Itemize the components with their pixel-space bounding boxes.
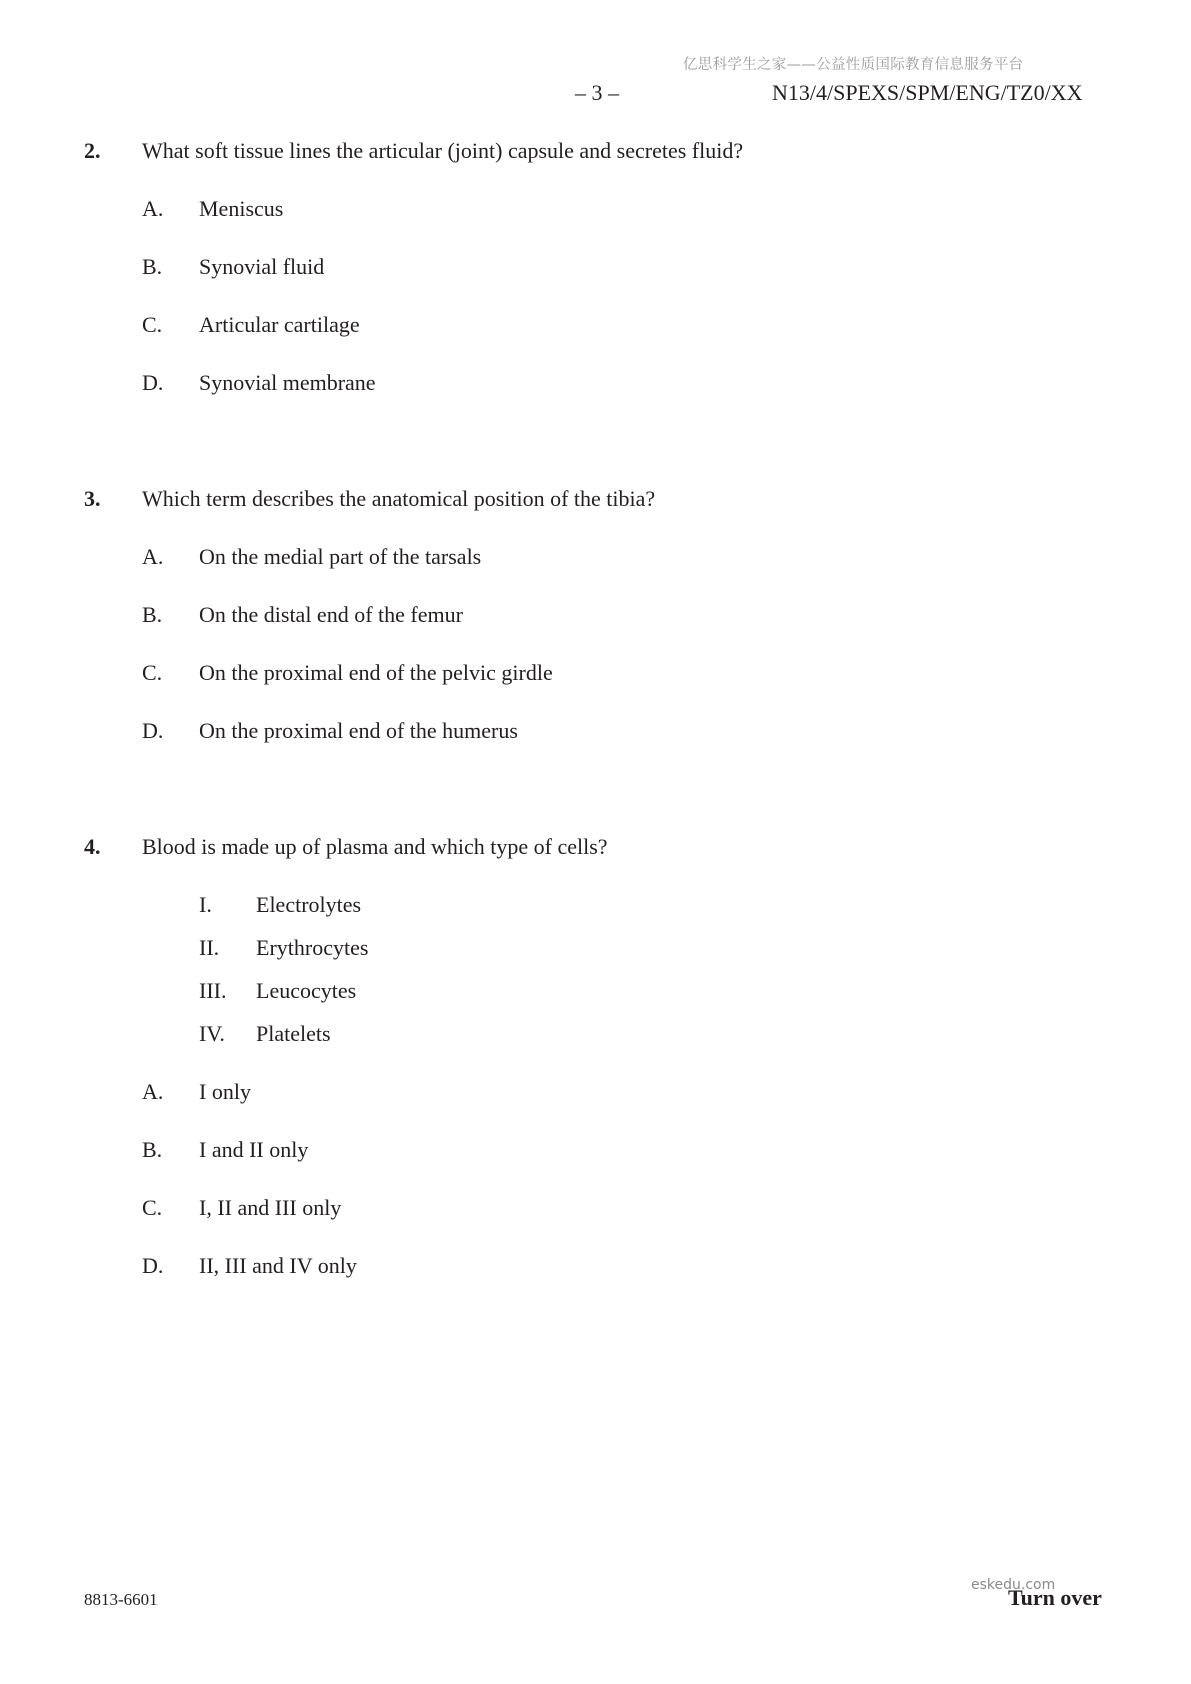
q2-option-c-text: Articular cartilage: [199, 312, 360, 337]
q4-option-d-letter: D.: [142, 1253, 164, 1278]
q3-option-b-letter: B.: [142, 602, 163, 627]
q2-option-c-letter: C.: [142, 312, 163, 337]
watermark-header: 亿思科学生之家——公益性质国际教育信息服务平台: [683, 57, 1024, 73]
q3-option-c-letter: C.: [142, 660, 163, 685]
q4-item-4-numeral: IV.: [199, 1021, 225, 1046]
q2-option-a-text: Meniscus: [199, 196, 284, 221]
question-2-text: What soft tissue lines the articular (joint) capsule and secretes fluid?: [142, 138, 744, 163]
q2-option-b-letter: B.: [142, 254, 163, 279]
q4-option-d-text: II, III and IV only: [199, 1253, 357, 1278]
q3-option-a-letter: A.: [142, 544, 164, 569]
q3-option-d-letter: D.: [142, 718, 164, 743]
watermark-footer: eskedu.com: [971, 1577, 1056, 1593]
turn-over-label: Turn over: [1008, 1585, 1102, 1610]
q4-item-2-numeral: II.: [199, 935, 220, 960]
question-4-text: Blood is made up of plasma and which type of cells?: [142, 834, 608, 859]
question-3-text: Which term describes the anatomical position of the tibia?: [142, 486, 656, 511]
q4-item-2-text: Erythrocytes: [256, 935, 369, 960]
q2-option-b-text: Synovial fluid: [199, 254, 325, 279]
q4-item-1-text: Electrolytes: [256, 892, 362, 917]
question-4-number: 4.: [84, 834, 101, 859]
q3-option-b-text: On the distal end of the femur: [199, 602, 463, 627]
document-code: N13/4/SPEXS/SPM/ENG/TZ0/XX: [772, 80, 1083, 105]
q2-option-d-text: Synovial membrane: [199, 370, 376, 395]
question-2-number: 2.: [84, 138, 101, 163]
q4-item-4-text: Platelets: [256, 1021, 331, 1046]
page-number: – 3 –: [575, 80, 619, 105]
q4-item-1-numeral: I.: [199, 892, 212, 917]
q4-option-c-letter: C.: [142, 1195, 163, 1220]
q3-option-d-text: On the proximal end of the humerus: [199, 718, 518, 743]
q4-item-3-text: Leucocytes: [256, 978, 357, 1003]
q3-option-a-text: On the medial part of the tarsals: [199, 544, 482, 569]
footer-code: 8813-6601: [84, 1590, 158, 1609]
q4-option-a-letter: A.: [142, 1079, 164, 1104]
q4-option-b-text: I and II only: [199, 1137, 309, 1162]
question-3-number: 3.: [84, 486, 101, 511]
q4-item-3-numeral: III.: [199, 978, 227, 1003]
q4-option-b-letter: B.: [142, 1137, 163, 1162]
q2-option-d-letter: D.: [142, 370, 164, 395]
q4-option-a-text: I only: [199, 1079, 251, 1104]
q3-option-c-text: On the proximal end of the pelvic girdle: [199, 660, 553, 685]
q4-option-c-text: I, II and III only: [199, 1195, 342, 1220]
q2-option-a-letter: A.: [142, 196, 164, 221]
